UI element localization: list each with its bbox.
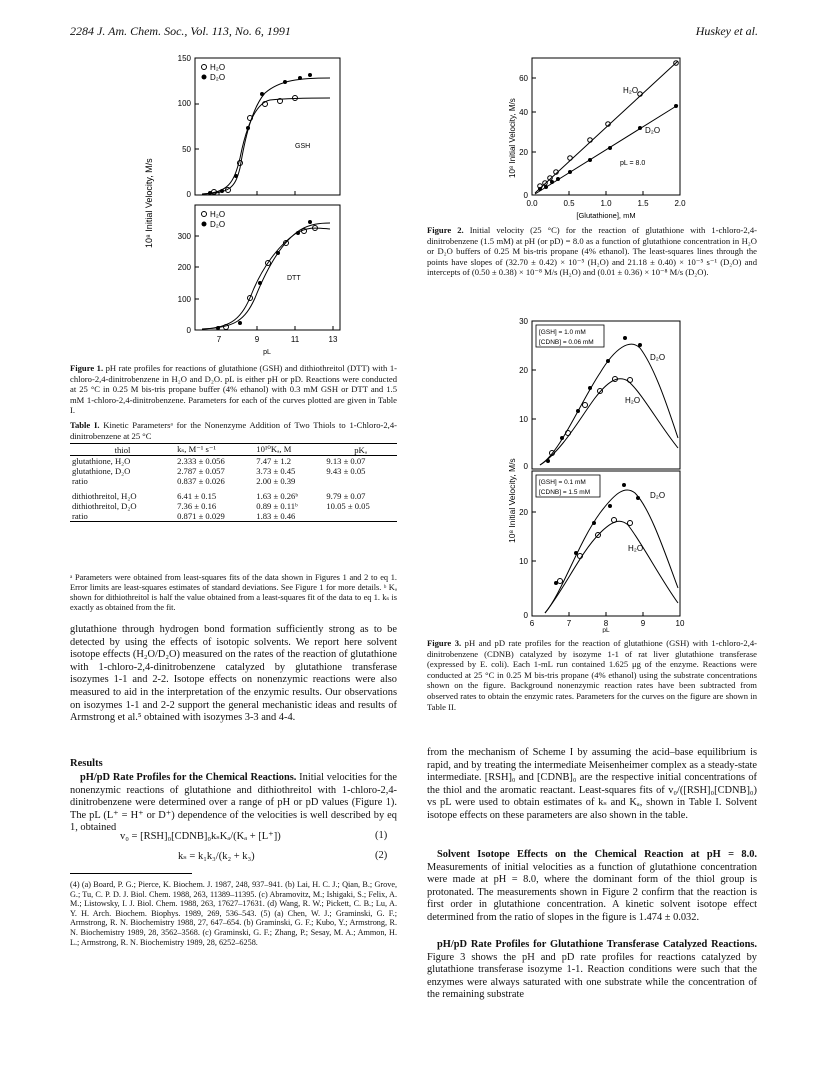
- fig3-top-d2o-label: D₂O: [650, 353, 666, 362]
- fig1-ytick: 200: [177, 263, 191, 272]
- fig2-xlabel: [Glutathione], mM: [576, 211, 636, 220]
- table-1-title: Table I. Kinetic Parametersᵃ for the Nonenzyme Addition of Two Thiols to 1-Chloro-2,4-dinitrobenzene at 25 °C: [70, 420, 397, 441]
- fig3-bottom-h2o-label: H₂O: [628, 544, 644, 553]
- table-1: [70, 443, 397, 522]
- table-row: ratio 0.871 ± 0.029 1.83 ± 0.46: [70, 511, 397, 522]
- figure-2-caption: Figure 2. Initial velocity (25 °C) for the reaction of glutathione with 1-chloro-2,4-dinitrobenzene (1.5 mM) at pH (or pD) = 8.0 as a function of glutathione concentration in H₂O or D₂O buffers of 0.25 M bis-tris propane (4% ethanol). The least-squares lines through the points have slopes of (32.70 ± 0.42) × 10⁻⁵ (H₂O) and 21.18 ± 0.40) × 10⁻⁵ s⁻¹ (D₂O) and intercepts of (0.50 ± 0.38) × 10⁻⁸ M/s (H₂O) and (0.01 ± 0.36) × 10⁻⁸ M/s (D₂O).: [427, 225, 757, 278]
- fig1-ytick: 0: [186, 190, 191, 199]
- fig1-ytick: 150: [177, 54, 191, 63]
- fig2-ylabel: 10⁸ Initial Velocity, M/s: [508, 98, 517, 178]
- fig3-top-box-cdnb: [CDNB] = 0.06 mM: [539, 339, 594, 346]
- fig1-legend-d2o: D₂O: [210, 73, 226, 82]
- fig1-gsh-label: GSH: [295, 143, 311, 150]
- fig3-top-h2o-label: H₂O: [625, 396, 641, 405]
- fig1-xtick: 7: [216, 335, 222, 344]
- table-row: dithiothreitol, D₂O 7.36 ± 0.16 0.89 ± 0.11ᵇ 10.05 ± 0.05: [72, 501, 370, 511]
- table-header: 10¹⁰Kₐ, M: [256, 444, 292, 454]
- fig2-d2o-line: [535, 105, 678, 194]
- gst-rate-profile-paragraph: pH/pD Rate Profiles for Glutathione Transferase Catalyzed Reactions. Figure 3 shows the pH and pD rate profiles for reactions catalyzed by glutathione transferase isozyme 1-1. Reaction conditions were such that the enzymes were always saturated with one substrate while the concentration of the remaining substrate: [427, 939, 757, 1001]
- fig2-ytick: 60: [519, 74, 528, 83]
- table-1-footnote: ᵃ Parameters were obtained from least-squares fits of the data shown in Figures 1 and 2 to eq 1. Error limits are least-squares estimates of standard deviations. See Figure 1 for more details. ᵇ Kₐ shown for dithiothreitol is half the value obtained from a least-squares fit of the data to eq 1. kₛ is exactly as obtained from the fit.: [70, 573, 397, 612]
- fig1-xtick: 11: [290, 335, 300, 344]
- fig1-xtick: 9: [254, 335, 260, 344]
- fig2-xtick: 1.0: [600, 199, 612, 208]
- figure-1-plot: [140, 48, 360, 358]
- fig3-ytick: 20: [519, 366, 528, 375]
- table-row: glutathione, H₂O 2.333 ± 0.056 7.47 ± 1.2 9.13 ± 0.07: [72, 456, 366, 466]
- fig1-dtt-d2o-curve: [202, 223, 330, 329]
- running-header-left: 2284 J. Am. Chem. Soc., Vol. 113, No. 6, 1991: [70, 24, 291, 38]
- table-row: ratio 0.837 ± 0.026 2.00 ± 0.39: [72, 476, 296, 486]
- fig1-ytick: 100: [177, 295, 191, 304]
- fig1-ytick: 100: [177, 99, 191, 108]
- fig3-xtick: 10: [675, 619, 685, 628]
- table-row: glutathione, D₂O 2.787 ± 0.057 3.73 ± 0.45 9.43 ± 0.05: [72, 466, 366, 476]
- results-heading: Results: [70, 758, 103, 769]
- fig3-top-box-gsh: [GSH] = 1.0 mM: [539, 329, 586, 336]
- fig3-xlabel: pL: [602, 627, 610, 633]
- fig3-xtick: 9: [640, 619, 646, 628]
- figure-3-plot: [490, 313, 710, 633]
- table-row: dithiothreitol, H₂O 6.41 ± 0.15 1.63 ± 0.26ᵇ 9.79 ± 0.07: [72, 491, 366, 501]
- running-header-right: Huskey et al.: [695, 24, 758, 38]
- fig3-xtick: 7: [566, 619, 572, 628]
- fig3-bottom-box-cdnb: [CDNB] = 1.5 mM: [539, 489, 591, 496]
- fig1-ytick: 0: [186, 326, 191, 335]
- fig2-d2o-label: D₂O: [645, 126, 661, 135]
- equation-2-number: (2): [375, 850, 388, 861]
- fig3-ylabel: 10⁸ Initial Velocity, M/s: [507, 458, 517, 543]
- table-header: kₛ, M⁻¹ s⁻¹: [177, 444, 216, 454]
- fig2-xtick: 2.0: [674, 199, 686, 208]
- fig3-ytick: 30: [519, 317, 528, 326]
- fig1-gsh-d2o-curve: [202, 78, 330, 194]
- fig2-xtick: 1.5: [637, 199, 649, 208]
- footnote-rule: [70, 873, 192, 874]
- fig2-ytick: 20: [519, 148, 528, 157]
- fig1-ytick: 50: [182, 145, 191, 154]
- fig1-xlabel: pL: [263, 349, 271, 356]
- fig1-legend-d2o-bottom: D₂O: [210, 220, 226, 229]
- fig2-ytick: 0: [523, 191, 528, 200]
- fig3-ytick: 10: [519, 557, 528, 566]
- fig3-bottom-d2o-curve: [545, 490, 678, 613]
- fig3-bottom-d2o-label: D₂O: [650, 491, 666, 500]
- fig2-pl-label: pL = 8.0: [620, 160, 646, 167]
- figure-2-plot: [490, 48, 710, 223]
- fig2-ytick: 40: [519, 108, 528, 117]
- equation-1-number: (1): [375, 830, 388, 841]
- fig1-ylabel: 10⁸ Initial Velocity, M/s: [144, 158, 154, 248]
- fig3-ytick: 20: [519, 508, 528, 517]
- fig3-bottom-box-gsh: [GSH] = 0.1 mM: [539, 479, 586, 486]
- equation-2: kₛ = k₁k₃/(k₂ + k₃): [178, 851, 255, 862]
- results-paragraph: pH/pD Rate Profiles for the Chemical Reactions. Initial velocities for the nonenzymic reactions of glutathione and dithiothreitol with 1-chloro-2,4-dinitrobenzene were determined over a range of pH or pD values (Figure 1). The pL (L⁺ = H⁺ or D⁺) dependence of the velocities is well described by eq 1, obtained: [70, 772, 397, 834]
- fig3-ytick: 10: [519, 415, 528, 424]
- table-header: pKₐ: [354, 444, 368, 455]
- fig3-ytick: 0: [523, 462, 528, 471]
- footnotes: (4) (a) Board, P. G.; Pierce, K. Biochem. J. 1987, 248, 937–941. (b) Lai, H. C. J.; Qian, B.; Grove, G.; Tu, C. P. D. J. Biol. Chem. 1988, 263, 11389–11395. (c) Abramovitz, M.; Ishigaki, S.; Felix, A. M.; Listowsky, I. J. Biol. Chem. 1988, 263, 17627–17631. (d) Wang, R. W.; Pickett, C. B.; Lu, A. Y. H. Arch. Biochem. Biophys. 1989, 269, 536–543. (5) (a) Chen, W. J.; Graminski, G. F.; Armstrong, R. N. Biochemistry 1988, 27, 647–654. (b) Graminski, G. F.; Kubo, Y.; Armstrong, R. N. Biochemistry 1989, 28, 3562–3568. (c) Graminski, G. F.; Zhang, P.; Sesay, M. A.; Ammon, H. L.; Armstrong, R. N. Biochemistry 1989, 28, 6252–6258.: [70, 880, 397, 947]
- fig1-gsh-h2o-curve: [202, 98, 330, 194]
- figure-1-caption: Figure 1. pH rate profiles for reactions of glutathione (GSH) and dithiothreitol (DTT) with 1-chloro-2,4-dinitrobenzene in H₂O and D₂O. pL is either pH or pD. Reactions were conducted at 25 °C in 0.25 M bis-tris propane buffer (4% ethanol) with 0.3 mM GSH or DTT and 1.5 mM 1-chloro-2,4-dinitrobenzene. Parameters for each of the curves plotted are given in Table I.: [70, 363, 397, 416]
- fig3-ytick: 0: [523, 611, 528, 620]
- fig3-xtick: 6: [529, 619, 535, 628]
- fig3-top-h2o-curve: [540, 379, 678, 465]
- fig2-xtick: 0.0: [526, 199, 538, 208]
- solvent-isotope-paragraph: Solvent Isotope Effects on the Chemical Reaction at pH = 8.0. Measurements of initial velocities as a function of glutathione concentration were made at pH = 8.0, where the dominant form of the thiol group is protonated. The measurements shown in Figure 2 confirm that the reaction is first order in glutathione concentration. A kinetic solvent isotope effect determined from the ratio of slopes in the figure is 1.474 ± 0.032.: [427, 849, 757, 923]
- fig1-dtt-label: DTT: [287, 275, 301, 282]
- fig3-xtick: 8: [603, 619, 609, 628]
- figure-3-caption: Figure 3. pH and pD rate profiles for the reaction of glutathione (GSH) with 1-chloro-2,4-dinitrobenzene (CDNB) catalyzed by isozyme 1-1 of rat liver glutathione transferase (expressed by E. coli). Each 1-mL run contained 1.625 μg of the enzyme. Reactions were conducted at 25 °C in 0.25 M bis-tris propane (4% ethanol) using the substrate concentrations shown on the figure. Background nonenzymic reaction rates have been subtracted from observed rates to obtain the enzymic rates. Parameters for the curves on the figure are shown in Table II.: [427, 638, 758, 712]
- equation-1: v₀ = [RSH]₀[CDNB]₀kₛKₐ/(Kₐ + [L⁺]): [120, 831, 281, 842]
- table-header: thiol: [114, 444, 131, 455]
- fig1-dtt-h2o-curve: [202, 228, 330, 329]
- fig2-xtick: 0.5: [563, 199, 575, 208]
- fig1-ytick: 300: [177, 232, 191, 241]
- fig1-legend-h2o: H₂O: [210, 63, 226, 72]
- mechanism-paragraph: from the mechanism of Scheme I by assuming the acid–base equilibrium is rapid, and by treating the intermediate Meisenheimer complex as a steady-state intermediate. [RSH]₀ and [CDNB]₀ are the respective initial concentrations of the thiol and the aromatic reactant. Least-squares fits of v₀/([RSH]₀[CDNB]₀) vs pL were used to obtain estimates of kₛ and Kₐ, shown in Table I. Solvent isotope effects on these parameters are also shown in the table.: [427, 747, 757, 821]
- fig1-legend-h2o-bottom: H₂O: [210, 210, 226, 219]
- fig1-xtick: 13: [328, 335, 338, 344]
- fig2-h2o-label: H₂O: [623, 86, 639, 95]
- intro-paragraph: glutathione through hydrogen bond formation sufficiently strong as to be detected by using the effects of isotopic solvents. We report here solvent isotope effects (H₂O/D₂O) measured on the rates of the reaction of glutathione with 1-chloro-2,4-dinitrobenzene catalyzed by glutathione transferase isozymes 1-1 and 2-2. Isotope effects on nonenzymic reactions were also measured to aid in the interpretation of the enzymic results. Our observations on isozymes 1-1 and 2-2 support the general mechanistic ideas and results of Armstrong et al.⁵ obtained with isozymes 3-3 and 4-4.: [70, 624, 397, 724]
